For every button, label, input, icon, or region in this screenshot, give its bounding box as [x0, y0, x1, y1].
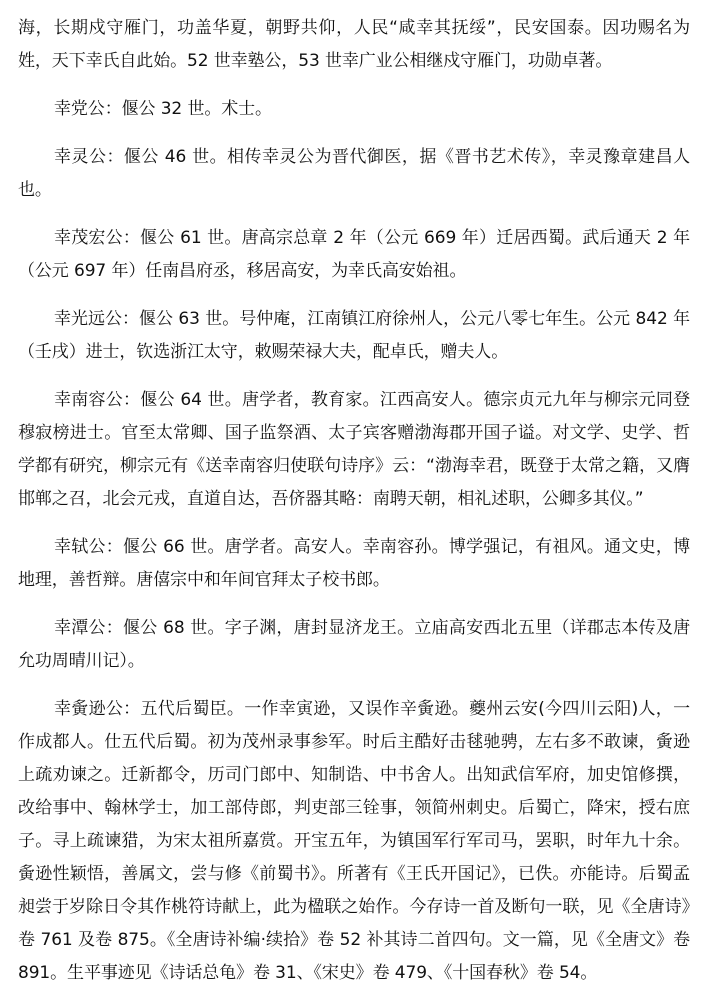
paragraph-intro-continuation: 海，长期戍守雁门，功盖华夏，朝野共仰，人民“咸幸其抚绥”，民安国泰。因功赐名为姓，天下幸氏自此始。52 世幸塾公，53 世幸广业公相继戍守雁门，功勋卓著。	[18, 18, 690, 71]
paragraph-xing-yinxun: 幸夤逊公：五代后蜀臣。一作幸寅逊，又误作辛夤逊。夔州云安(今四川云阳)人，一作成都人。仕五代后蜀。初为茂州录事参军。时后主酷好击毬驰骋，左右多不敢谏，夤逊上疏劝谏之。迁新都令，历司门郎中、知制诰、中书舍人。出知武信军府，加史馆修撰，改给事中、翰林学士，加工部侍郎，判吏部三铨事，领简州刺史。后蜀亡，降宋，授右庶子。寻上疏谏猎，为宋太祖所嘉赏。开宝五年，为镇国军行军司马，罢职，时年九十余。夤逊性颖悟，善属文，尝与修《前蜀书》。所著有《王氏开国记》，已佚。亦能诗。后蜀孟昶尝于岁除日令其作桃符诗献上，此为楹联之始作。今存诗一首及断句一联，见《全唐诗》卷 761 及卷 875。《全唐诗补编·续拾》卷 52 补其诗二首四句。文一篇，见《全唐文》卷 891。生平事迹见《诗话总龟》卷 31、《宋史》卷 479、《十国春秋》卷 54。	[18, 699, 690, 983]
paragraph-xing-nanrong: 幸南容公：偃公 64 世。唐学者，教育家。江西高安人。德宗贞元九年与柳宗元同登穆寂榜进士。官至太常卿、国子监祭酒、太子宾客赠渤海郡开国子谥。对文学、史学、哲学都有研究，柳宗元有《送幸南容归使联句诗序》云：“渤海幸君，既登于太常之籍，又膺邯郸之召，北会元戎，直道自达，吾侪器其略：南聘天朝，相礼述职，公卿多其仪。”	[18, 390, 690, 509]
paragraph-xing-dang: 幸党公：偃公 32 世。术士。	[54, 99, 272, 119]
paragraph-xing-maohong: 幸茂宏公：偃公 61 世。唐高宗总章 2 年（公元 669 年）迁居西蜀。武后通天 2 年（公元 697 年）任南昌府丞，移居高安，为幸氏高安始祖。	[18, 228, 690, 281]
paragraph-xing-shi: 幸轼公：偃公 66 世。唐学者。高安人。幸南容孙。博学强记，有祖风。通文史，博地理，善哲辩。唐僖宗中和年间官拜太子校书郎。	[18, 537, 690, 590]
paragraph-xing-guangyuan: 幸光远公：偃公 63 世。号仲庵，江南镇江府徐州人，公元八零七年生。公元 842 年（壬戌）进士，钦选浙江太守，敕赐荣禄大夫，配卓氏，赠夫人。	[18, 309, 690, 362]
paragraph-xing-ling: 幸灵公：偃公 46 世。相传幸灵公为晋代御医，据《晋书艺术传》，幸灵豫章建昌人也。	[18, 147, 690, 200]
paragraph-xing-tan: 幸潭公：偃公 68 世。字子渊，唐封显济龙王。立庙高安西北五里（详郡志本传及唐允功周晴川记）。	[18, 618, 690, 671]
